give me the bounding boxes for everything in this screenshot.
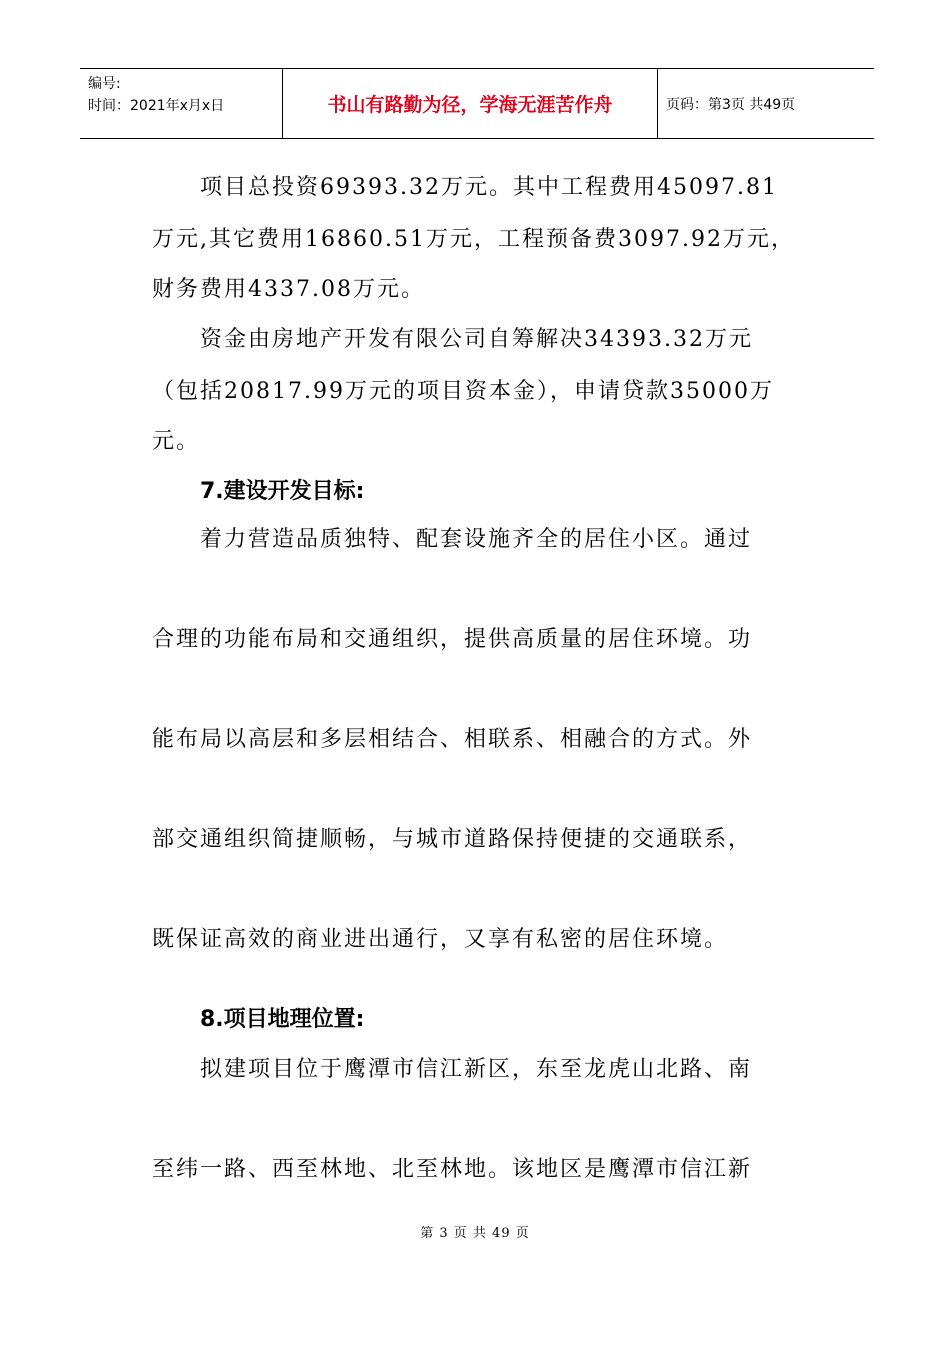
paragraph-line: 项目总投资69393.32万元。其中工程费用45097.81 bbox=[200, 175, 778, 200]
paragraph-line: （包括20817.99万元的项目资本金），申请贷款35000万 bbox=[152, 379, 774, 404]
page-footer: 第 3 页 共 49 页 bbox=[420, 1226, 530, 1241]
paragraph-line: 既保证高效的商业进出通行，又享有私密的居住环境。 bbox=[152, 927, 729, 952]
header-motto: 书山有路勤为径，学海无涯苦作舟 bbox=[282, 69, 658, 138]
paragraph-line: 财务费用4337.08万元。 bbox=[152, 277, 425, 302]
paragraph-line: 万元,其它费用16860.51万元，工程预备费3097.92万元， bbox=[152, 227, 795, 252]
document-number-label: 编号: bbox=[88, 76, 121, 92]
paragraph-line: 部交通组织简捷顺畅，与城市道路保持便捷的交通联系， bbox=[152, 827, 753, 852]
document-time-label: 时间：2021年x月x日 bbox=[88, 98, 225, 114]
paragraph-line: 资金由房地产开发有限公司自筹解决34393.32万元 bbox=[200, 327, 753, 352]
header-page-info: 页码：第3页 共49页 bbox=[666, 96, 796, 113]
paragraph-line: 能布局以高层和多层相结合、相联系、相融合的方式。外 bbox=[152, 727, 753, 752]
paragraph-line: 拟建项目位于鹰潭市信江新区，东至龙虎山北路、南 bbox=[200, 1057, 753, 1082]
paragraph-line: 至纬一路、西至林地、北至林地。该地区是鹰潭市信江新 bbox=[152, 1157, 753, 1182]
page-header bbox=[80, 68, 874, 139]
paragraph-line: 着力营造品质独特、配套设施齐全的居住小区。通过 bbox=[200, 527, 753, 552]
paragraph-line: 元。 bbox=[152, 429, 201, 454]
paragraph-line: 合理的功能布局和交通组织，提供高质量的居住环境。功 bbox=[152, 627, 753, 652]
header-meta bbox=[80, 69, 282, 138]
section-heading-7: 7.建设开发目标: bbox=[200, 479, 365, 504]
section-heading-8: 8.项目地理位置: bbox=[200, 1007, 365, 1032]
